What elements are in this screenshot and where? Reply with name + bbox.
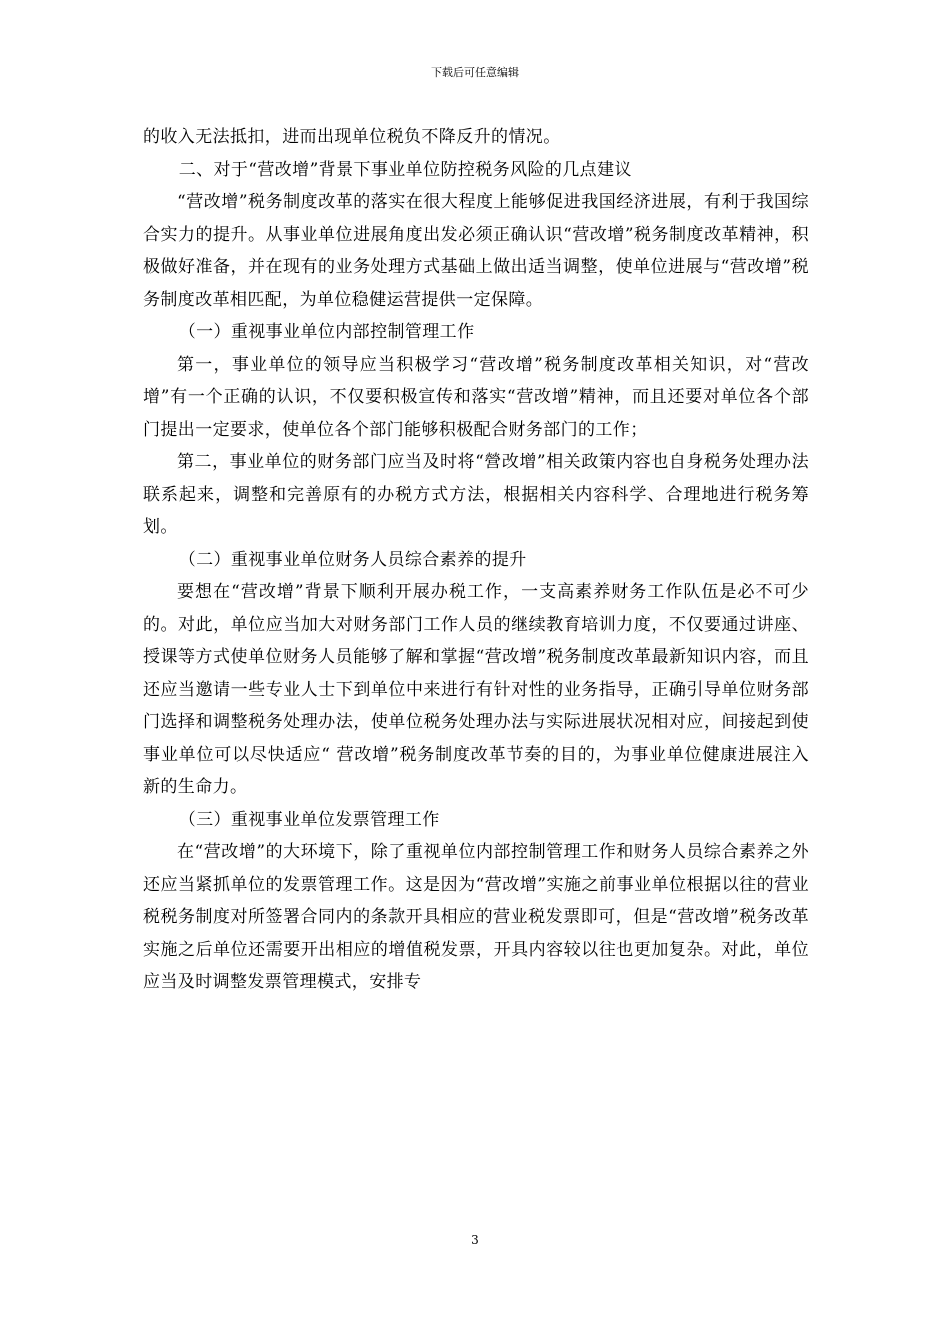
page-number: 3	[471, 1233, 479, 1247]
paragraph-continuation: 的收入无法抵扣，进而出现单位税负不降反升的情况。	[143, 127, 561, 147]
document-body	[143, 121, 809, 999]
subsection-heading-3: （三）重视事业单位发票管理工作	[178, 809, 440, 830]
paragraph-invoice-management: 在“营改增”的大环境下，除了重视单位内部控制管理工作和财务人员综合素养之外还应当紧抓单位的发票管理工作。这是因为“营改增”实施之前事业单位根据以往的营业税税务制度对所签署合同内的条款开具相应的营业税发票即可，但是“营改增”税务改革实施之后单位还需要开出相应的增值税发票，开具内容较以往也更加复杂。对此，单位应当及时调整发票管理模式，安排专	[143, 842, 809, 992]
section-heading-2: 二、对于“营改增”背景下事业单位防控税务风险的几点建议	[178, 159, 632, 180]
paragraph-second-point: 第二，事业单位的财务部门应当及时将“營改增”相关政策内容也自身税务处理办法联系起来，调整和完善原有的办税方式方法，根据相关内容科学、合理地进行税务筹划。	[143, 452, 809, 537]
paragraph-first-point: 第一，事业单位的领导应当积极学习“营改增”税务制度改革相关知识，对“营改增”有一个正确的认识，不仅要积极宣传和落实“营改增”精神，而且还要对单位各个部门提出一定要求，使单位各个部门能够积极配合财务部门的工作；	[143, 354, 809, 440]
page-header: 下载后可任意编辑	[431, 66, 519, 79]
paragraph-intro: “营改增”税务制度改革的落实在很大程度上能够促进我国经济进展，有利于我国综合实力的提升。从事业单位进展角度出发必须正确认识“营改增”税务制度改革精神，积极做好准备，并在现有的业务处理方式基础上做出适当调整，使单位进展与“营改增”税务制度改革相匹配，为单位稳健运营提供一定保障。	[143, 192, 809, 310]
paragraph-staff-quality: 要想在“营改增”背景下顺利开展办税工作，一支高素养财务工作队伍是必不可少的。对此，单位应当加大对财务部门工作人员的继续教育培训力度，不仅要通过讲座、授课等方式使单位财务人员能够了解和掌握“营改增”税务制度改革最新知识内容，而且还应当邀请一些专业人士下到单位中来进行有针对性的业务指导，正确引导单位财务部门选择和调整税务处理办法，使单位税务处理办法与实际进展状况相对应，间接起到使事业单位可以尽快适应“ 营改增”税务制度改革节奏的目的，为事业单位健康进展注入新的生命力。	[143, 582, 809, 797]
subsection-heading-2: （二）重视事业单位财务人员综合素养的提升	[178, 549, 527, 570]
subsection-heading-1: （一）重视事业单位内部控制管理工作	[178, 322, 475, 342]
